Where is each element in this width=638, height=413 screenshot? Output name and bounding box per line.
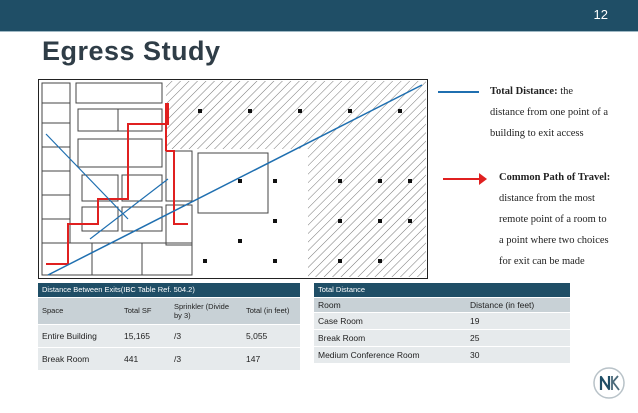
column-header: Distance (in feet) <box>466 297 570 312</box>
table-title: Total Distance <box>314 283 570 297</box>
top-bar <box>0 0 638 32</box>
slide-title: Egress Study <box>42 36 221 66</box>
table-header-row <box>38 297 300 324</box>
table-cell: 30 <box>466 346 570 363</box>
distance-between-exits-table <box>38 283 300 371</box>
logo-icon <box>592 366 626 400</box>
legend-line-text: for exit can be made <box>499 256 585 267</box>
table-cell: 19 <box>466 312 570 329</box>
table-row <box>38 347 300 370</box>
table-cell: 15,165 <box>120 324 170 347</box>
legend-line-text: remote point of a room to <box>499 214 607 225</box>
table-cell: 147 <box>242 347 300 370</box>
total-distance-legend-line <box>438 91 479 93</box>
total-distance-table <box>314 283 570 364</box>
column-header: Total (in feet) <box>242 297 300 324</box>
table-cell: Entire Building <box>38 324 120 347</box>
table-title-row <box>314 283 570 297</box>
table-row <box>314 329 570 346</box>
table-header-row <box>314 297 570 312</box>
column-header: Total SF <box>120 297 170 324</box>
column-header: Space <box>38 297 120 324</box>
table-title-row <box>38 283 300 297</box>
floor-plan <box>38 79 428 279</box>
table-cell: 441 <box>120 347 170 370</box>
table-cell: Break Room <box>314 329 466 346</box>
table-cell: Medium Conference Room <box>314 346 466 363</box>
table-cell: /3 <box>170 347 242 370</box>
legend-term: Total Distance: <box>490 86 558 97</box>
column-header: Sprinkler (Divide by 3) <box>170 297 242 324</box>
table-cell: 5,055 <box>242 324 300 347</box>
table-cell: 25 <box>466 329 570 346</box>
table-cell: /3 <box>170 324 242 347</box>
total-distance-legend <box>490 81 625 144</box>
legend-line-text: building to exit access <box>490 128 584 139</box>
legend-line-text: distance from one point of a <box>490 107 609 118</box>
common-path-arrow-icon <box>443 171 487 187</box>
table-title: Distance Between Exits(IBC Table Ref. 504.2) <box>38 283 300 297</box>
table-cell: Break Room <box>38 347 120 370</box>
hatched-area-right <box>308 149 426 277</box>
legend-line-text: a point where two choices <box>499 235 609 246</box>
table-cell: Case Room <box>314 312 466 329</box>
legend-line-text: distance from the most <box>499 193 595 204</box>
legend-line-text: the <box>560 86 574 97</box>
table-row <box>314 346 570 363</box>
common-path-legend <box>499 167 625 272</box>
legend-term: Common Path of Travel: <box>499 172 611 183</box>
slide-number: 12 <box>593 7 608 22</box>
table-row <box>38 324 300 347</box>
column-header: Room <box>314 297 466 312</box>
table-row <box>314 312 570 329</box>
hatched-area-top <box>166 81 426 149</box>
top-bar-rule <box>0 31 638 32</box>
